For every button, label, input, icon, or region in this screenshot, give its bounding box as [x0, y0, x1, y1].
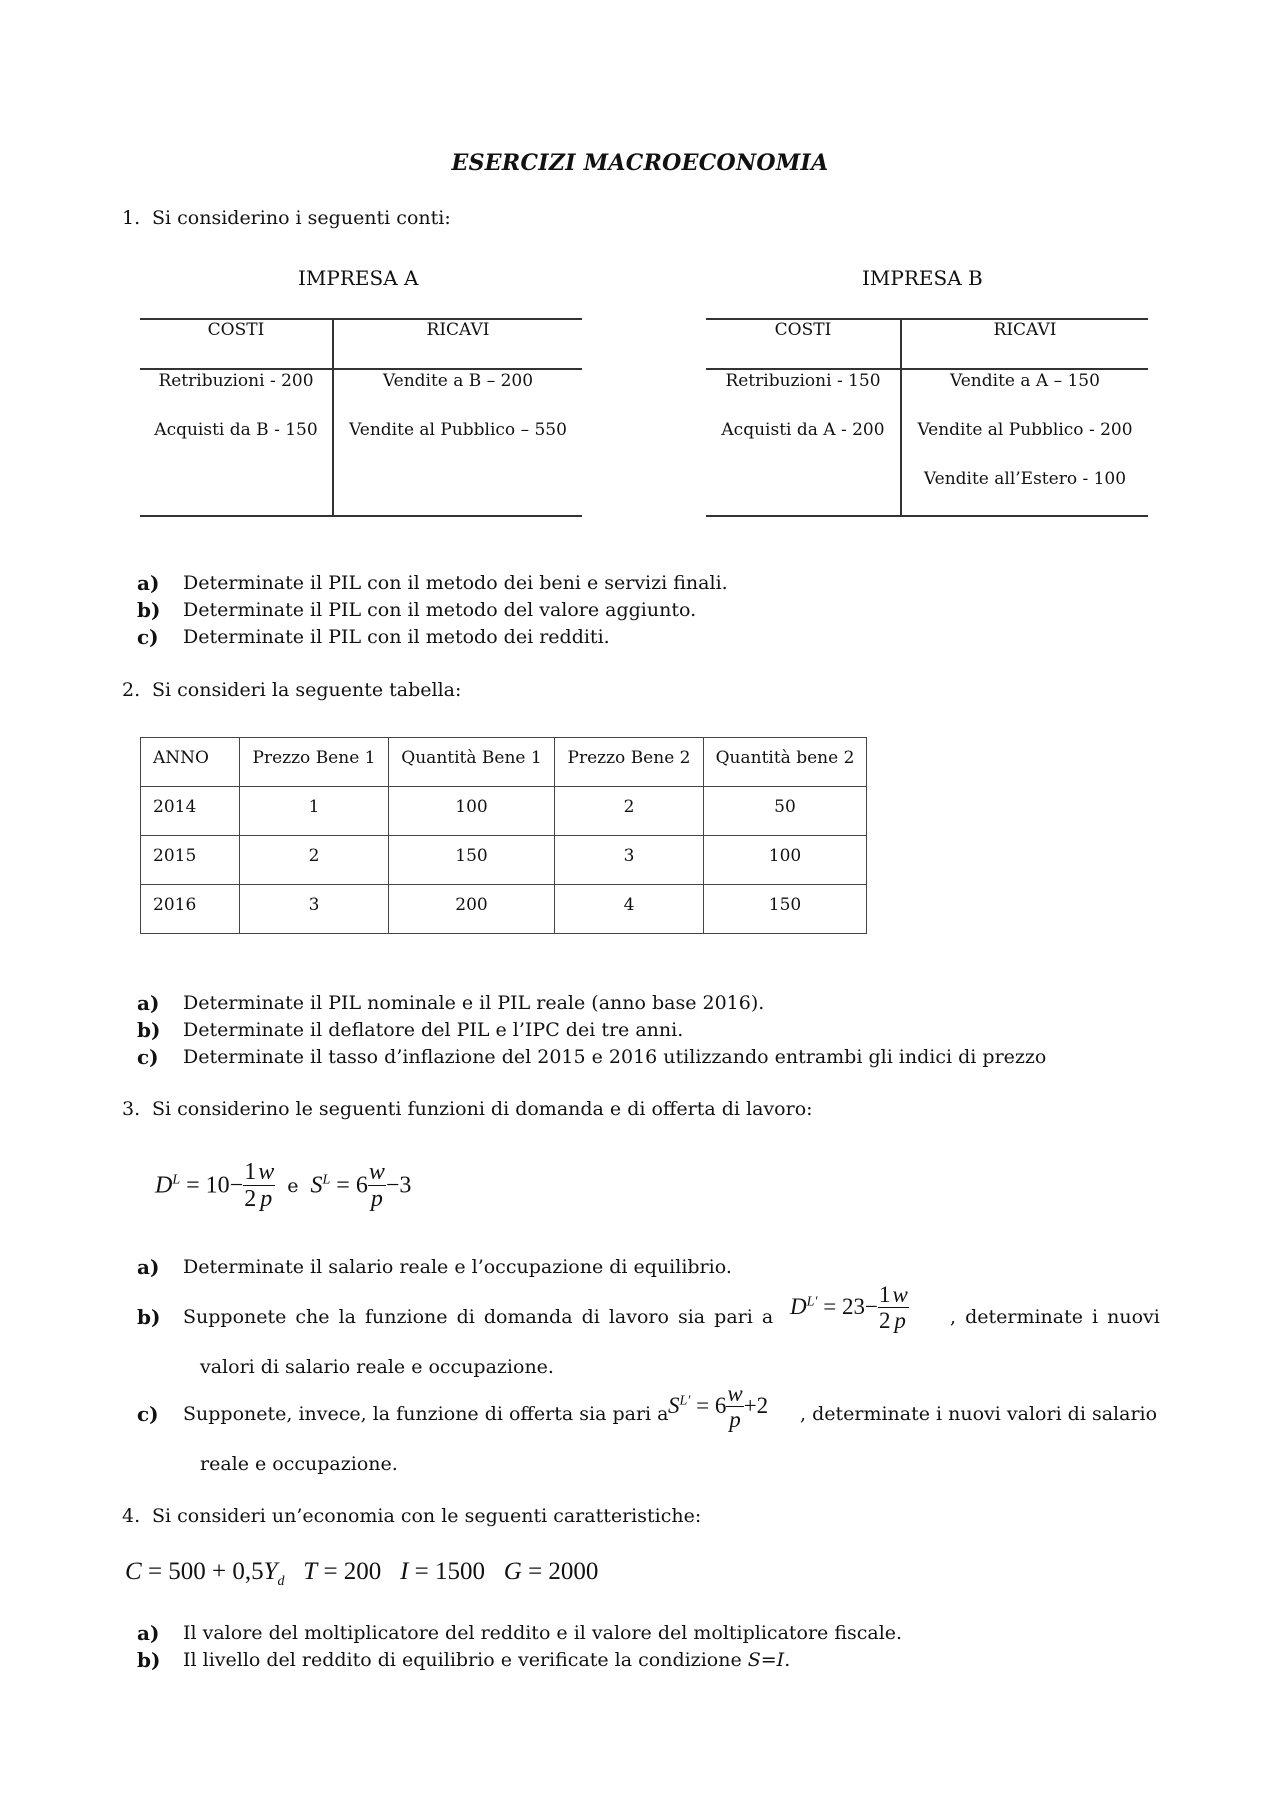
- equilibrium-condition: S=I: [747, 1649, 785, 1671]
- question-1-number: 1.: [122, 207, 141, 229]
- equation-connector: e: [287, 1175, 299, 1198]
- table-row: [141, 836, 867, 885]
- q2-sub-a-text: Determinate il PIL nominale e il PIL reale (anno base 2016).: [183, 992, 765, 1014]
- table-cell: 100: [704, 836, 867, 885]
- table-header-cell: Quantità bene 2: [704, 738, 867, 787]
- impresa-b-ricavo-3: Vendite all’Estero - 100: [923, 469, 1127, 489]
- table-row: [141, 885, 867, 934]
- impresa-a-ricavi-header: RICAVI: [426, 320, 490, 340]
- table-cell: 3: [240, 885, 389, 934]
- impresa-b-costi-header: COSTI: [774, 320, 832, 340]
- q2-sub-c-label: c): [137, 1045, 159, 1069]
- table-cell: 2016: [141, 885, 240, 934]
- table-cell: 1: [240, 787, 389, 836]
- impresa-a-ricavo-1: Vendite a B – 200: [382, 371, 534, 391]
- q4-sub-b-label: b): [137, 1648, 161, 1672]
- economy-equations: $C = 500 + 0,5Y_d$ T = 200 I = 1500 G = 2000: [125, 1558, 599, 1589]
- impresa-b-title: IMPRESA B: [862, 266, 983, 290]
- table-header-cell: Prezzo Bene 1: [240, 738, 389, 787]
- new-demand-equation: $D^{L'} = 23-$ $\frac{1}{2}$ $\frac{w}{p}$: [790, 1282, 908, 1334]
- impresa-b-costo-2: Acquisti da A - 200: [721, 420, 885, 440]
- table-header-cell: Quantità Bene 1: [389, 738, 555, 787]
- table-cell: 2015: [141, 836, 240, 885]
- table-cell: 4: [555, 885, 704, 934]
- q3-sub-a-text: Determinate il salario reale e l’occupazione di equilibrio.: [183, 1256, 732, 1278]
- q4-sub-a-text: Il valore del moltiplicatore del reddito e il valore del moltiplicatore fiscale.: [183, 1622, 903, 1644]
- q3-sub-c-text-cont: reale e occupazione.: [200, 1453, 398, 1475]
- table-cell: 150: [389, 836, 555, 885]
- q2-sub-b-text: Determinate il deflatore del PIL e l’IPC dei tre anni.: [183, 1019, 684, 1041]
- q3-sub-b-text-cont: valori di salario reale e occupazione.: [200, 1356, 554, 1378]
- question-3-text: Si considerino le seguenti funzioni di domanda e di offerta di lavoro:: [152, 1098, 813, 1120]
- table-cell: 200: [389, 885, 555, 934]
- impresa-a-costi-header: COSTI: [207, 320, 265, 340]
- q3-sub-b-label: b): [137, 1305, 161, 1329]
- impresa-b-ricavo-2: Vendite al Pubblico - 200: [917, 420, 1133, 440]
- question-1-text: Si considerino i seguenti conti:: [152, 207, 451, 229]
- question-2-number: 2.: [122, 679, 141, 701]
- q4-sub-b-text: Il livello del reddito di equilibrio e verificate la condizione S=I.: [183, 1649, 791, 1671]
- impresa-a-ricavo-2: Vendite al Pubblico – 550: [349, 420, 567, 440]
- table-cell: 2: [555, 787, 704, 836]
- table-cell: 2: [240, 836, 389, 885]
- table-cell: 2014: [141, 787, 240, 836]
- impresa-a-title: IMPRESA A: [298, 266, 419, 290]
- table-cell: 100: [389, 787, 555, 836]
- q2-sub-a-label: a): [137, 991, 160, 1015]
- q1-sub-a-label: a): [137, 571, 160, 595]
- impresa-b-header-line: [706, 368, 1148, 370]
- q1-sub-c-label: c): [137, 625, 159, 649]
- table-cell: 50: [704, 787, 867, 836]
- q2-sub-c-text: Determinate il tasso d’inflazione del 2015 e 2016 utilizzando entrambi gli indici di prezzo: [183, 1046, 1047, 1068]
- q3-sub-c-text-before: Supponete, invece, la funzione di offerta sia pari a: [183, 1403, 669, 1425]
- q1-sub-b-label: b): [137, 598, 161, 622]
- impresa-a-costo-1: Retribuzioni - 200: [158, 371, 314, 391]
- q4-sub-a-label: a): [137, 1621, 160, 1645]
- table-row: [141, 787, 867, 836]
- q2-sub-b-label: b): [137, 1018, 161, 1042]
- q3-sub-b-text-before: Supponete che la funzione di domanda di lavoro sia pari a: [183, 1306, 774, 1328]
- table-header-cell: Prezzo Bene 2: [555, 738, 704, 787]
- question-2-text: Si consideri la seguente tabella:: [152, 679, 462, 701]
- impresa-a-costo-2: Acquisti da B - 150: [154, 420, 318, 440]
- question-4-text: Si consideri un’economia con le seguenti caratteristiche:: [152, 1505, 702, 1527]
- impresa-b-bottom-line: [706, 515, 1148, 517]
- q3-sub-c-label: c): [137, 1402, 159, 1426]
- price-quantity-table: [140, 737, 867, 934]
- impresa-a-divider: [332, 318, 334, 517]
- impresa-a-header-line: [140, 368, 582, 370]
- table-header-cell: ANNO: [141, 738, 240, 787]
- q1-sub-a-text: Determinate il PIL con il metodo dei beni e servizi finali.: [183, 572, 728, 594]
- table-cell: 3: [555, 836, 704, 885]
- impresa-b-ricavo-1: Vendite a A – 150: [950, 371, 1100, 391]
- impresa-b-ricavi-header: RICAVI: [993, 320, 1057, 340]
- new-supply-equation: $S^{L'} = 6$ $\frac{w}{p}$ +2: [668, 1381, 769, 1433]
- impresa-b-costo-1: Retribuzioni - 150: [725, 371, 881, 391]
- q3-sub-c-text-after: , determinate i nuovi valori di salario: [800, 1403, 1158, 1425]
- q3-sub-a-label: a): [137, 1255, 160, 1279]
- q3-sub-b-text-after: , determinate i nuovi: [950, 1306, 1160, 1328]
- impresa-a-bottom-line: [140, 515, 582, 517]
- table-header-row: [141, 738, 867, 787]
- page-title: ESERCIZI MACROECONOMIA: [451, 150, 829, 176]
- question-4-number: 4.: [122, 1505, 141, 1527]
- labor-equations: $D^L = 10-$ $\frac{1}{2}$ $\frac{w}{p}$ e $S^L = 6$ $\frac{w}{p}$ −3: [155, 1159, 412, 1213]
- question-3-number: 3.: [122, 1098, 141, 1120]
- table-cell: 150: [704, 885, 867, 934]
- q1-sub-b-text: Determinate il PIL con il metodo del valore aggiunto.: [183, 599, 697, 621]
- q1-sub-c-text: Determinate il PIL con il metodo dei redditi.: [183, 626, 610, 648]
